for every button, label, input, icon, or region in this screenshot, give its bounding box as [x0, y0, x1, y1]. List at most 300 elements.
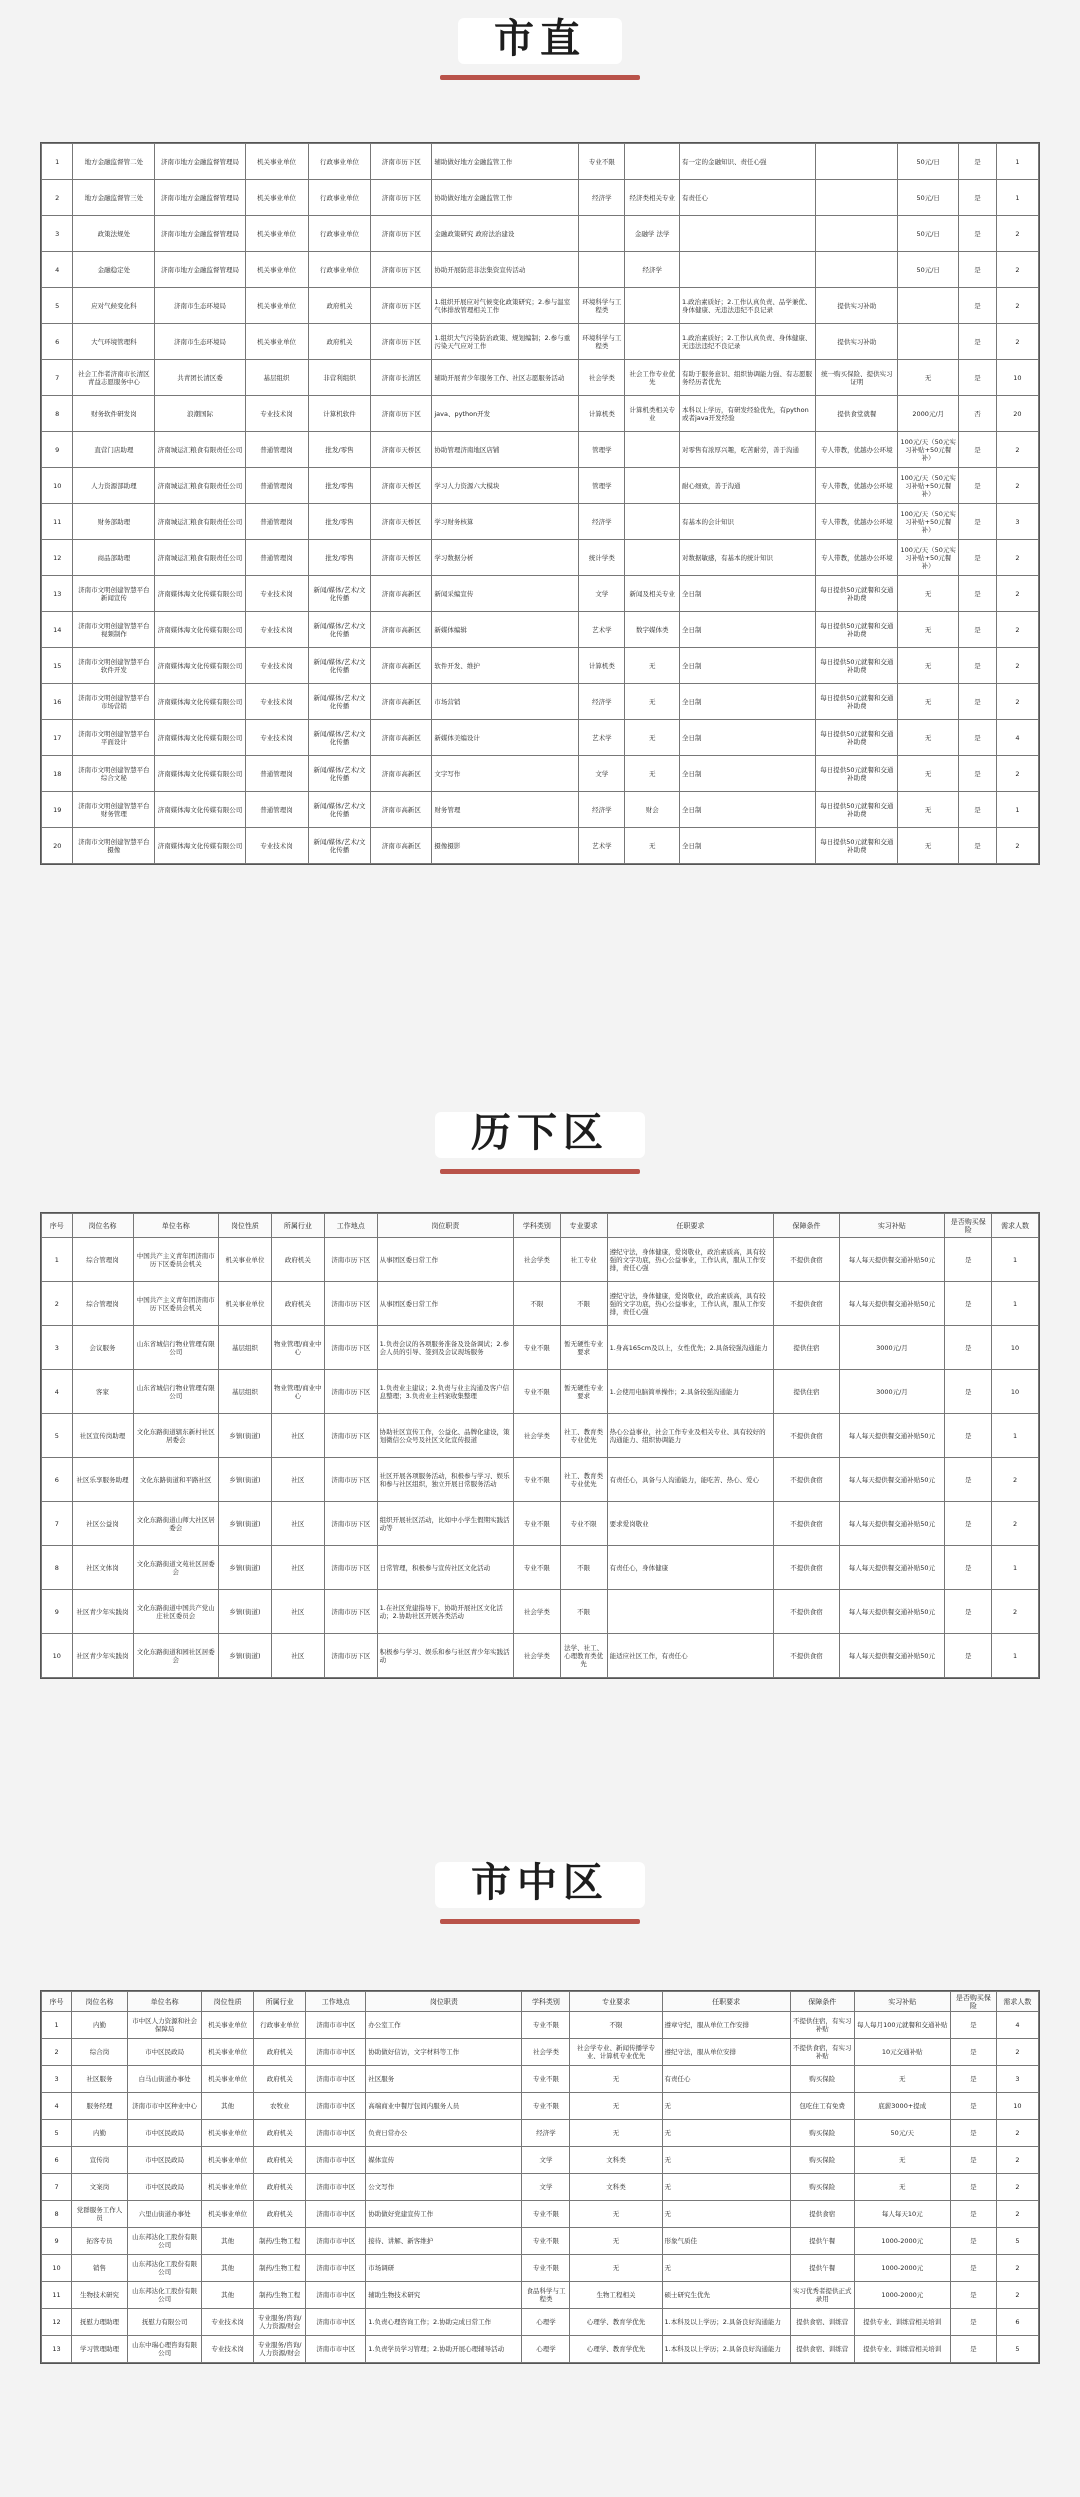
- table-cell: 1.身高165cm及以上，女性优先；2.具备较强沟通能力: [607, 1326, 774, 1370]
- table-row: [42, 1238, 1039, 1282]
- table-cell: 2: [996, 2201, 1038, 2228]
- table-cell: 专业技术岗: [202, 2336, 254, 2363]
- table-cell: 有责任心，身体健康: [607, 1546, 774, 1590]
- table-cell: 是: [959, 432, 997, 468]
- table-cell: 济南市历下区: [324, 1238, 377, 1282]
- table-cell: 从事团区委日常工作: [377, 1238, 513, 1282]
- table-row: [42, 2039, 1039, 2066]
- table-cell: 是: [959, 828, 997, 864]
- table-cell: 济南媒体海文化传媒有限公司: [155, 792, 245, 828]
- table-cell: 1: [992, 1282, 1039, 1326]
- table-cell: 1: [996, 792, 1038, 828]
- table-cell: 不提供食宿: [774, 1590, 839, 1634]
- table-cell: 耐心细致，善于沟通: [679, 468, 815, 504]
- table-cell: 济南市生态环境局: [155, 324, 245, 360]
- table-cell: 遵纪守法，身体健康，爱岗敬业，政治素质高，具有较强的文字功底，热心公益事业，工作认真，服从工作安排，责任心强: [607, 1282, 774, 1326]
- table-cell: 新闻/媒体/艺术/文化传播: [308, 828, 371, 864]
- table-cell: 环境科学与工程类: [579, 324, 625, 360]
- table-cell: 社区乐享服务助理: [72, 1458, 133, 1502]
- table-cell: 其他: [202, 2093, 254, 2120]
- table-cell: 普通管理岗: [245, 432, 308, 468]
- table-cell: 普通管理岗: [245, 540, 308, 576]
- table-cell: 是: [959, 576, 997, 612]
- table-cell: 5: [996, 2228, 1038, 2255]
- table-cell: 19: [42, 792, 73, 828]
- table-cell: 专业服务/咨询/人力资源/财会: [254, 2336, 306, 2363]
- table-cell: [625, 432, 680, 468]
- table-cell: 2: [996, 540, 1038, 576]
- table-cell: 负责日常办公: [366, 2120, 522, 2147]
- table-cell: 全日制: [679, 648, 815, 684]
- table-cell: 提供专业、训练营相关培训: [854, 2336, 950, 2363]
- table-cell: 辅助开展青少年服务工作、社区志愿服务活动: [432, 360, 579, 396]
- table-cell: 1.在社区党建指导下，协助开展社区文化活动；2.协助社区开展各类活动: [377, 1590, 513, 1634]
- table-cell: 提供午餐: [790, 2228, 854, 2255]
- table-cell: 包吃住工有免费: [790, 2093, 854, 2120]
- table-cell: 机关事业单位: [245, 144, 308, 180]
- table-cell: 9: [42, 432, 73, 468]
- table-cell: 机关事业单位: [202, 2174, 254, 2201]
- table-cell: 1000-2000元: [854, 2255, 950, 2282]
- table-cell: 2: [992, 1590, 1039, 1634]
- column-header: 实习补贴: [854, 1992, 950, 2012]
- table-cell: 济南市市中区: [306, 2282, 366, 2309]
- table-cell: 是: [959, 180, 997, 216]
- table-cell: 暂无硬性专业要求: [560, 1370, 607, 1414]
- table-cell: 社区青少年实践岗: [72, 1634, 133, 1678]
- table-cell: 济南市文明创建智慧平台软件开发: [73, 648, 155, 684]
- table-cell: 是: [945, 1590, 992, 1634]
- table-cell: 济南市地方金融监督管理局: [155, 144, 245, 180]
- table-cell: 是: [950, 2066, 996, 2093]
- table-cell: 新闻/媒体/艺术/文化传播: [308, 684, 371, 720]
- table-cell: 济南城运汇粮食有限责任公司: [155, 432, 245, 468]
- table-cell: 每日提供50元就餐和交通补助费: [816, 648, 898, 684]
- table-cell: 济南市文明创建智慧平台综合文秘: [73, 756, 155, 792]
- table-cell: 1.负责学员学习管理；2.协助开展心理辅导活动: [366, 2336, 522, 2363]
- table-cell: 1: [992, 1238, 1039, 1282]
- table-cell: 100元/天（50元实习补贴+50元餐补）: [898, 432, 959, 468]
- table-cell: 济南市高新区: [371, 576, 432, 612]
- table-cell: 服务经理: [72, 2093, 128, 2120]
- table-cell: 3: [42, 216, 73, 252]
- table-cell: 1000-2000元: [854, 2282, 950, 2309]
- table-cell: 遵纪守法，身体健康，爱岗敬业，政治素质高，具有较强的文字功底，热心公益事业，工作认真，服从工作安排，责任心强: [607, 1238, 774, 1282]
- table-cell: 从事团区委日常工作: [377, 1282, 513, 1326]
- table-cell: 1.负责业主建议；2.负责与业主沟通及客户信息整理；3.负责业主档案收集整理: [377, 1370, 513, 1414]
- table-row: [42, 612, 1039, 648]
- table-cell: 2: [996, 756, 1038, 792]
- table-row: [42, 1282, 1039, 1326]
- table-cell: 山东邦达化工股份有限公司: [128, 2255, 202, 2282]
- table-cell: 无: [570, 2120, 662, 2147]
- table-cell: 金融政策研究 政府法治建设: [432, 216, 579, 252]
- table-cell: 专业不限: [522, 2255, 570, 2282]
- table-cell: 计算机软件: [308, 396, 371, 432]
- table-cell: 乡镇(街道): [219, 1414, 272, 1458]
- table-cell: 积极参与学习、娱乐和参与社区青少年实践活动: [377, 1634, 513, 1678]
- table-cell: 是: [950, 2012, 996, 2039]
- table-cell: 专业不限: [560, 1502, 607, 1546]
- table-cell: 社会学类: [513, 1414, 560, 1458]
- table-cell: [816, 216, 898, 252]
- table-cell: 管理学: [579, 468, 625, 504]
- table-cell: 济南市高新区: [371, 684, 432, 720]
- table-cell: 济南市市中区: [306, 2120, 366, 2147]
- table-cell: 政府机关: [308, 288, 371, 324]
- table-cell: 济南市市中区: [306, 2309, 366, 2336]
- table-cell: 济南市地方金融监督管理局: [155, 252, 245, 288]
- table-cell: 机关事业单位: [202, 2066, 254, 2093]
- table-cell: 专业技术岗: [245, 648, 308, 684]
- table-row: [42, 2174, 1039, 2201]
- table-cell: 否: [959, 396, 997, 432]
- table-cell: 1.组织开展应对气候变化政策研究；2.参与温室气体排放管理相关工作: [432, 288, 579, 324]
- table-cell: 17: [42, 720, 73, 756]
- table-cell: 食品科学与工程类: [522, 2282, 570, 2309]
- table-cell: 10: [42, 2255, 72, 2282]
- table-cell: 文学: [522, 2147, 570, 2174]
- table-cell: 是: [959, 648, 997, 684]
- table-cell: 财会: [625, 792, 680, 828]
- table-cell: 白马山街道办事处: [128, 2066, 202, 2093]
- table-cell: 全日制: [679, 576, 815, 612]
- table-cell: 无: [570, 2093, 662, 2120]
- table-cell: 不限: [570, 2012, 662, 2039]
- table-cell: 综合管理岗: [72, 1238, 133, 1282]
- column-header: 专业要求: [570, 1992, 662, 2012]
- table-cell: 新媒体编辑: [432, 612, 579, 648]
- table-cell: 济南市文明创建智慧平台摄像: [73, 828, 155, 864]
- table-cell: 济南市高新区: [371, 828, 432, 864]
- table-cell: 全日制: [679, 756, 815, 792]
- table-cell: 提供食堂就餐: [816, 396, 898, 432]
- table-cell: 济南市历下区: [324, 1634, 377, 1678]
- table-cell: 农牧业: [254, 2093, 306, 2120]
- table-cell: 机关事业单位: [202, 2147, 254, 2174]
- table-cell: 专业不限: [579, 144, 625, 180]
- table-cell: 地方金融监督管二处: [73, 144, 155, 180]
- table-cell: 9: [42, 2228, 72, 2255]
- table-cell: 每人每天提供餐交通补贴50元: [839, 1546, 945, 1590]
- table-cell: 济南市市中区: [306, 2228, 366, 2255]
- job-table-lixia: [40, 1212, 1040, 1679]
- column-header: 是否购买保险: [945, 1214, 992, 1238]
- table-header-row: [42, 1214, 1039, 1238]
- table-cell: [816, 180, 898, 216]
- table-cell: 制药/生物工程: [254, 2228, 306, 2255]
- table-cell: 济南媒体海文化传媒有限公司: [155, 756, 245, 792]
- table-cell: 机关事业单位: [245, 252, 308, 288]
- table-cell: 专人带教，优越办公环境: [816, 504, 898, 540]
- table-cell: java、python开发: [432, 396, 579, 432]
- table-cell: 辅助做好地方金融监管工作: [432, 144, 579, 180]
- table-cell: 是: [959, 216, 997, 252]
- column-header: 任职要求: [607, 1214, 774, 1238]
- table-cell: [679, 252, 815, 288]
- table-cell: 有基本的会计知识: [679, 504, 815, 540]
- table-cell: 济南市历下区: [371, 144, 432, 180]
- table-cell: 计算机类: [579, 648, 625, 684]
- table-cell: 50元/日: [898, 144, 959, 180]
- table-cell: 是: [959, 468, 997, 504]
- table-cell: 专业不限: [513, 1546, 560, 1590]
- table-row: [42, 2201, 1039, 2228]
- table-cell: 无: [898, 756, 959, 792]
- table-cell: 2: [996, 432, 1038, 468]
- table-cell: 大气环境管理科: [73, 324, 155, 360]
- table-cell: 无: [898, 360, 959, 396]
- table-cell: 办公室工作: [366, 2012, 522, 2039]
- table-cell: 每日提供50元就餐和交通补助费: [816, 828, 898, 864]
- table-cell: 社工、教育类专业优先: [560, 1458, 607, 1502]
- table-cell: 形象气质佳: [662, 2228, 790, 2255]
- table-cell: 内勤: [72, 2012, 128, 2039]
- table-cell: 暂无硬性专业要求: [560, 1326, 607, 1370]
- table-cell: 新闻及相关专业: [625, 576, 680, 612]
- table-cell: 其他: [202, 2228, 254, 2255]
- table-cell: 政府机关: [308, 324, 371, 360]
- table-cell: 济南媒体海文化传媒有限公司: [155, 720, 245, 756]
- job-table-shizhong: [40, 1990, 1040, 2364]
- table-cell: 济南市天桥区: [371, 504, 432, 540]
- table-row: [42, 360, 1039, 396]
- table-cell: 专业技术岗: [245, 828, 308, 864]
- table-cell: 购买保险: [790, 2174, 854, 2201]
- column-header: 需求人数: [996, 1992, 1038, 2012]
- table-cell: 数字媒体类: [625, 612, 680, 648]
- column-header: 岗位职责: [366, 1992, 522, 2012]
- table-row: [42, 2282, 1039, 2309]
- table-cell: 不提供住宿，有实习补贴: [790, 2012, 854, 2039]
- table-cell: 金融学 法学: [625, 216, 680, 252]
- title-underline: [440, 1919, 640, 1924]
- table-cell: 社区: [271, 1634, 324, 1678]
- table-cell: 艺术学: [579, 612, 625, 648]
- table-cell: 2: [42, 1282, 73, 1326]
- table-cell: 市中区民政局: [128, 2174, 202, 2201]
- table-row: [42, 1502, 1039, 1546]
- table-cell: 6: [42, 2147, 72, 2174]
- table-cell: 新闻采编宣传: [432, 576, 579, 612]
- table-cell: 2: [996, 2120, 1038, 2147]
- table-cell: 1: [42, 2012, 72, 2039]
- table-cell: 专业技术岗: [245, 684, 308, 720]
- table-cell: 社会学专业、新闻传播学专业、计算机专业优先: [570, 2039, 662, 2066]
- table-cell: 经济学: [625, 252, 680, 288]
- table-cell: 无: [625, 828, 680, 864]
- table-cell: 新闻/媒体/艺术/文化传播: [308, 756, 371, 792]
- table-cell: 100元/天（50元实习补贴+50元餐补）: [898, 468, 959, 504]
- table-cell: 1.负责会议的各项服务准备及设备调试；2.参会人员的引导、签到及会议现场服务: [377, 1326, 513, 1370]
- table-cell: 文学: [579, 576, 625, 612]
- table-cell: 济南市历下区: [371, 252, 432, 288]
- table-cell: 是: [959, 720, 997, 756]
- table-cell: 是: [950, 2228, 996, 2255]
- table-cell: 8: [42, 1546, 73, 1590]
- table-cell: 专业不限: [513, 1326, 560, 1370]
- table-cell: 无: [662, 2147, 790, 2174]
- table-cell: 13: [42, 576, 73, 612]
- table-cell: 新闻/媒体/艺术/文化传播: [308, 720, 371, 756]
- table-cell: 本科以上学历，有研发经验优先，有python或者java开发经验: [679, 396, 815, 432]
- table-cell: 日常管理，积极参与宣传社区文化活动: [377, 1546, 513, 1590]
- table-row: [42, 2336, 1039, 2363]
- table-cell: 能适应社区工作，有责任心: [607, 1634, 774, 1678]
- table-cell: 提供专业、训练营相关培训: [854, 2309, 950, 2336]
- column-header: 岗位名称: [72, 1214, 133, 1238]
- table-cell: [898, 288, 959, 324]
- table-cell: 济南市高新区: [371, 756, 432, 792]
- table-cell: 济南媒体海文化传媒有限公司: [155, 684, 245, 720]
- table-cell: 计算机类相关专业: [625, 396, 680, 432]
- table-cell: 硕士研究生优先: [662, 2282, 790, 2309]
- table-cell: 有责任心: [662, 2066, 790, 2093]
- table-cell: 学习人力资源六大模块: [432, 468, 579, 504]
- table-cell: 1.负责心理咨询工作；2.协助完成日常工作: [366, 2309, 522, 2336]
- table-cell: 20: [42, 828, 73, 864]
- table-cell: 是: [950, 2201, 996, 2228]
- table-cell: 是: [959, 756, 997, 792]
- table-cell: 社区: [271, 1590, 324, 1634]
- table-cell: 济南市市中区: [306, 2066, 366, 2093]
- table-cell: 政策法规处: [73, 216, 155, 252]
- table-cell: 不提供食宿: [774, 1546, 839, 1590]
- table-cell: 2: [42, 180, 73, 216]
- table-cell: 社区: [271, 1546, 324, 1590]
- section-title-lixia: [0, 1098, 1080, 1168]
- table-cell: 无: [898, 684, 959, 720]
- table-cell: 2: [992, 1458, 1039, 1502]
- table-cell: 政府机关: [254, 2039, 306, 2066]
- table-cell: 社区开展各项服务活动，积极参与学习、娱乐和参与社区组织，独立开展日常服务活动: [377, 1458, 513, 1502]
- table-cell: 1: [42, 1238, 73, 1282]
- table-cell: 行政事业单位: [308, 144, 371, 180]
- table-cell: 经济学: [579, 684, 625, 720]
- table-cell: 机关事业单位: [219, 1282, 272, 1326]
- job-table: [41, 143, 1039, 864]
- table-cell: 管理学: [579, 432, 625, 468]
- table-cell: 普通管理岗: [245, 468, 308, 504]
- table-row: [42, 540, 1039, 576]
- table-cell: 每人每月100元就餐和交通补贴: [854, 2012, 950, 2039]
- table-cell: 购买保险: [790, 2066, 854, 2093]
- table-cell: 是: [950, 2336, 996, 2363]
- table-cell: 12: [42, 2309, 72, 2336]
- table-cell: 社会学类: [513, 1238, 560, 1282]
- table-cell: 11: [42, 2282, 72, 2309]
- table-cell: 心理学: [522, 2336, 570, 2363]
- table-cell: 1: [42, 144, 73, 180]
- table-cell: 50元/日: [898, 216, 959, 252]
- table-cell: 综合岗: [72, 2039, 128, 2066]
- table-cell: 有一定的金融知识、责任心强: [679, 144, 815, 180]
- table-cell: 济南市地方金融监督管理局: [155, 180, 245, 216]
- section-title-shizhong: [0, 1848, 1080, 1918]
- column-header: 岗位职责: [377, 1214, 513, 1238]
- table-header-row: [42, 1992, 1039, 2012]
- table-cell: 1.政治素质好；2.工作认真负责、品学兼优、身体健康、无违法违纪不良记录: [679, 288, 815, 324]
- table-cell: 政府机关: [254, 2066, 306, 2093]
- table-cell: 2: [996, 468, 1038, 504]
- table-cell: 每日提供50元就餐和交通补助费: [816, 612, 898, 648]
- table-cell: 基层组织: [245, 360, 308, 396]
- table-cell: 50元/日: [898, 252, 959, 288]
- table-cell: [898, 324, 959, 360]
- table-cell: 济南市历下区: [324, 1326, 377, 1370]
- table-cell: 物业管理/商业中心: [271, 1370, 324, 1414]
- column-header: 实习补贴: [839, 1214, 945, 1238]
- table-cell: 拓客专员: [72, 2228, 128, 2255]
- table-cell: 18: [42, 756, 73, 792]
- table-cell: 3: [42, 1326, 73, 1370]
- table-cell: 全日制: [679, 612, 815, 648]
- table-cell: 生物技术研究: [72, 2282, 128, 2309]
- table-cell: 文化东路街道文苑社区居委会: [133, 1546, 218, 1590]
- table-cell: 统一购买保险、提供实习证明: [816, 360, 898, 396]
- table-cell: 2: [996, 2039, 1038, 2066]
- table-cell: 不提供食宿: [774, 1414, 839, 1458]
- table-cell: 2: [996, 576, 1038, 612]
- column-header: 工作地点: [306, 1992, 366, 2012]
- table-cell: 4: [996, 2012, 1038, 2039]
- table-cell: 乡镇(街道): [219, 1546, 272, 1590]
- table-cell: 专业不限: [513, 1370, 560, 1414]
- table-cell: 市中区民政局: [128, 2147, 202, 2174]
- table-cell: 济南市市中区: [306, 2336, 366, 2363]
- table-cell: 艺术学: [579, 720, 625, 756]
- table-cell: 热心公益事业，社会工作专业及相关专业、具有较好的沟通能力、组织协调能力: [607, 1414, 774, 1458]
- table-cell: 10: [996, 2093, 1038, 2120]
- table-row: [42, 2147, 1039, 2174]
- table-cell: 提供午餐: [790, 2255, 854, 2282]
- table-cell: 机关事业单位: [202, 2039, 254, 2066]
- table-cell: 无: [625, 720, 680, 756]
- table-cell: 是: [959, 324, 997, 360]
- table-cell: 无: [898, 792, 959, 828]
- table-row: [42, 288, 1039, 324]
- table-cell: 是: [950, 2147, 996, 2174]
- table-cell: 每人每天提供餐交通补贴50元: [839, 1634, 945, 1678]
- table-cell: 协助做好信访，文字材料等工作: [366, 2039, 522, 2066]
- table-cell: 基层组织: [219, 1326, 272, 1370]
- table-cell: 有助于服务意识、组织协调能力强、有志愿服务经历者优先: [679, 360, 815, 396]
- column-header: 专业要求: [560, 1214, 607, 1238]
- table-cell: 文科类: [570, 2147, 662, 2174]
- table-cell: 2: [992, 1502, 1039, 1546]
- table-cell: [625, 504, 680, 540]
- table-cell: [579, 216, 625, 252]
- table-cell: 机关事业单位: [202, 2120, 254, 2147]
- table-row: [42, 1414, 1039, 1458]
- table-cell: 社会学类: [513, 1634, 560, 1678]
- table-cell: 每人每天10元: [854, 2201, 950, 2228]
- table-cell: 政府机关: [271, 1238, 324, 1282]
- table-cell: 无: [898, 648, 959, 684]
- table-cell: 山东中瑞心理咨询有限公司: [128, 2336, 202, 2363]
- table-cell: [625, 288, 680, 324]
- table-cell: 14: [42, 612, 73, 648]
- table-cell: 提供实习补助: [816, 288, 898, 324]
- table-cell: 不提供食宿: [774, 1502, 839, 1546]
- table-cell: 共青团长清区委: [155, 360, 245, 396]
- table-cell: 社会工作专业优先: [625, 360, 680, 396]
- table-cell: 政府机关: [254, 2147, 306, 2174]
- title-underline: [440, 1169, 640, 1174]
- table-cell: 社工专业: [560, 1238, 607, 1282]
- table-cell: 金融稳定处: [73, 252, 155, 288]
- table-cell: 批发/零售: [308, 504, 371, 540]
